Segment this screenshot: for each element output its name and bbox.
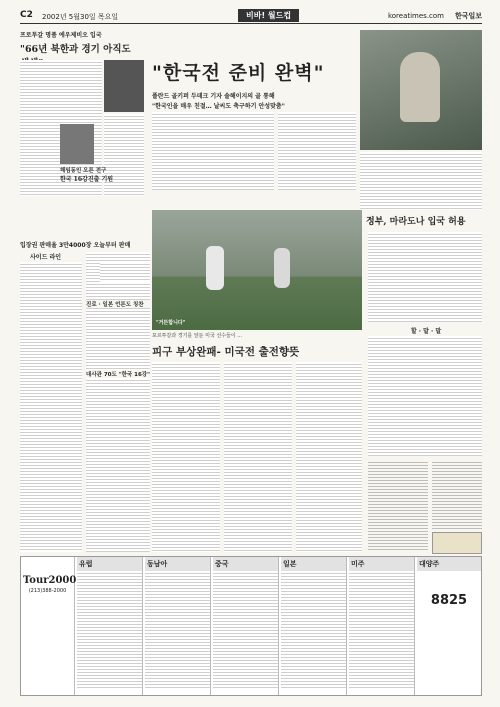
photo-caption: 포르투갈과 경기를 앞둔 미국 선수들이 ... (152, 333, 242, 339)
issue-date: 2002년 5월30일 목요일 (42, 13, 119, 21)
brief-title: 할 · 말 · 말 (410, 328, 442, 335)
website: koreatimes.com (387, 12, 444, 20)
right-box (432, 532, 482, 554)
right-body-2 (432, 460, 482, 530)
tour-logo: Tour2000 (23, 575, 77, 586)
eusebio-photo (104, 60, 144, 112)
left-lower-body (86, 252, 150, 552)
region-china-label: 중국 (213, 557, 278, 571)
training-photo (152, 210, 362, 330)
region-americas (349, 557, 415, 695)
region-japan (281, 557, 347, 695)
main-body-2 (278, 112, 356, 190)
right-body-1 (368, 460, 428, 552)
ad-band (20, 556, 482, 696)
left-story-headline: "66년 북한과 경기 아직도 (20, 44, 131, 55)
main-subheads (152, 92, 382, 112)
region-china (213, 557, 279, 695)
region-europe-label: 유럽 (77, 557, 142, 571)
mid-item-1: 진로 · 일본 언론도 칭찬 (86, 300, 150, 308)
left-sidebar-kicker: 해임동인 오른 전구 (60, 168, 107, 174)
paper-name: 한국일보 (454, 12, 482, 20)
maradona-headline: 정부, 마라도나 입국 허용 (366, 217, 466, 227)
region-oceania (417, 557, 481, 695)
left-story-body-2 (104, 114, 144, 196)
page-header (20, 8, 482, 24)
main-headline: "한국전 준비 완벽" (152, 62, 325, 84)
section-title: 비바! 월드컵 (238, 9, 299, 22)
left-sidebar-headline: 한국 16강진출 기원 (60, 176, 114, 183)
main-subhead-1: 폴란드 골키퍼 두데크 기자 솔해이지의 골 통해 (152, 93, 275, 100)
sideline-title: 사이드 라인 (30, 254, 62, 261)
region-japan-label: 일본 (281, 557, 346, 571)
region-europe (77, 557, 143, 695)
maradona-body (368, 232, 482, 322)
region-oceania-label: 대양주 (417, 557, 481, 571)
mid-spacer (100, 262, 150, 282)
figo-headline: 피구 부상완패- 미국전 출전향뜻 (152, 346, 300, 358)
region-sea-label: 동남아 (145, 557, 210, 571)
right-phone: 8825 (430, 593, 468, 608)
mid-item-2: 대사관 70도 "한국 16강" (86, 372, 150, 378)
tour-phone: (213)388-2000 (28, 588, 67, 594)
portrait-photo (60, 124, 94, 164)
left-sidebar (60, 166, 140, 183)
ticket-kicker: 입장권 판매율 3만4000장 오늘부터 판매 (20, 242, 131, 249)
region-americas-label: 미주 (349, 557, 414, 571)
sideline-body (20, 262, 82, 552)
main-body-1 (152, 112, 274, 190)
figo-body-1 (152, 362, 220, 552)
region-sea (145, 557, 211, 695)
left-story-kicker: 프로투갈 명품 에우제비오 입국 (20, 32, 102, 39)
main-subhead-2: "한국인을 매우 친절… 날씨도 축구하기 안성맞춤" (152, 103, 285, 110)
figo-body-2 (224, 362, 292, 552)
main-body-3 (360, 152, 482, 210)
page-number: C2 (20, 10, 33, 20)
photo-tag: "거뜬합니다" (156, 320, 186, 326)
figo-body-3 (296, 362, 362, 552)
goalkeeper-photo (360, 30, 482, 150)
tour-ad (21, 557, 75, 695)
brief-body (368, 336, 482, 456)
